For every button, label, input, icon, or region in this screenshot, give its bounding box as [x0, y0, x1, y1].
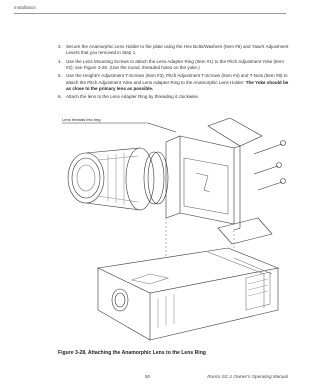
pitch-adjustment-yoke [166, 136, 234, 224]
anamorphic-lens-holder [208, 118, 272, 244]
anamorphic-lens [68, 148, 154, 210]
step-item [58, 44, 290, 57]
mounting-guide-lines [166, 218, 234, 258]
instruction-steps [58, 44, 290, 103]
manual-title: Runco SC-1 Owner's Operating Manual [207, 374, 288, 379]
figure-callout: Lens threads into ring [62, 118, 101, 122]
step-emphasis: The Yoke should be as close to the primary lens as possible. [66, 79, 289, 91]
lens-assembly-illustration [58, 118, 288, 343]
callout-leader [62, 123, 176, 132]
projector-body [98, 248, 278, 340]
lens-assembly-figure [58, 118, 288, 343]
step-text: Use the Lens Mounting Screws to attach the Lens Adapter Ring (Item #1) to the Pitch Adjustment Yoke (Item #2); see Figure 3-28. (Use the round, threaded holes on the yoke.) [66, 58, 284, 70]
step-text: Attach the lens to the Lens Adapter Ring by threading it clockwise. [66, 94, 200, 100]
step-item [58, 73, 290, 92]
step-number: 6. [58, 94, 62, 100]
step-item [58, 94, 290, 100]
adjustment-screws [254, 141, 286, 191]
step-number: 4. [58, 58, 62, 64]
figure-caption: Figure 3-28. Attaching the Anamorphic Lens to the Lens Ring [58, 350, 206, 356]
step-number: 5. [58, 73, 62, 79]
lens-adapter-ring [144, 152, 168, 204]
page-section-header: Installation [14, 5, 36, 10]
header-divider [14, 13, 286, 14]
step-item [58, 59, 290, 72]
step-text: Use the Height/Y Adjustment T-Screws (Item #3), Pitch Adjustment T-Screws (Item #4) and T-Nuts (Item #8) to attach the Pitch Adjustment Yoke and Lens Adapter Ring to the Anamorphic Lens Holder. [66, 73, 288, 85]
step-text: Secure the Anamorphic Lens Holder to the plate using the Hex Bolts/Washers (Item #6) and Yaw/X Adjustment Levers that you removed in Step 1. [66, 44, 289, 56]
page-number: 50 [145, 374, 151, 379]
step-number: 3. [58, 44, 62, 49]
